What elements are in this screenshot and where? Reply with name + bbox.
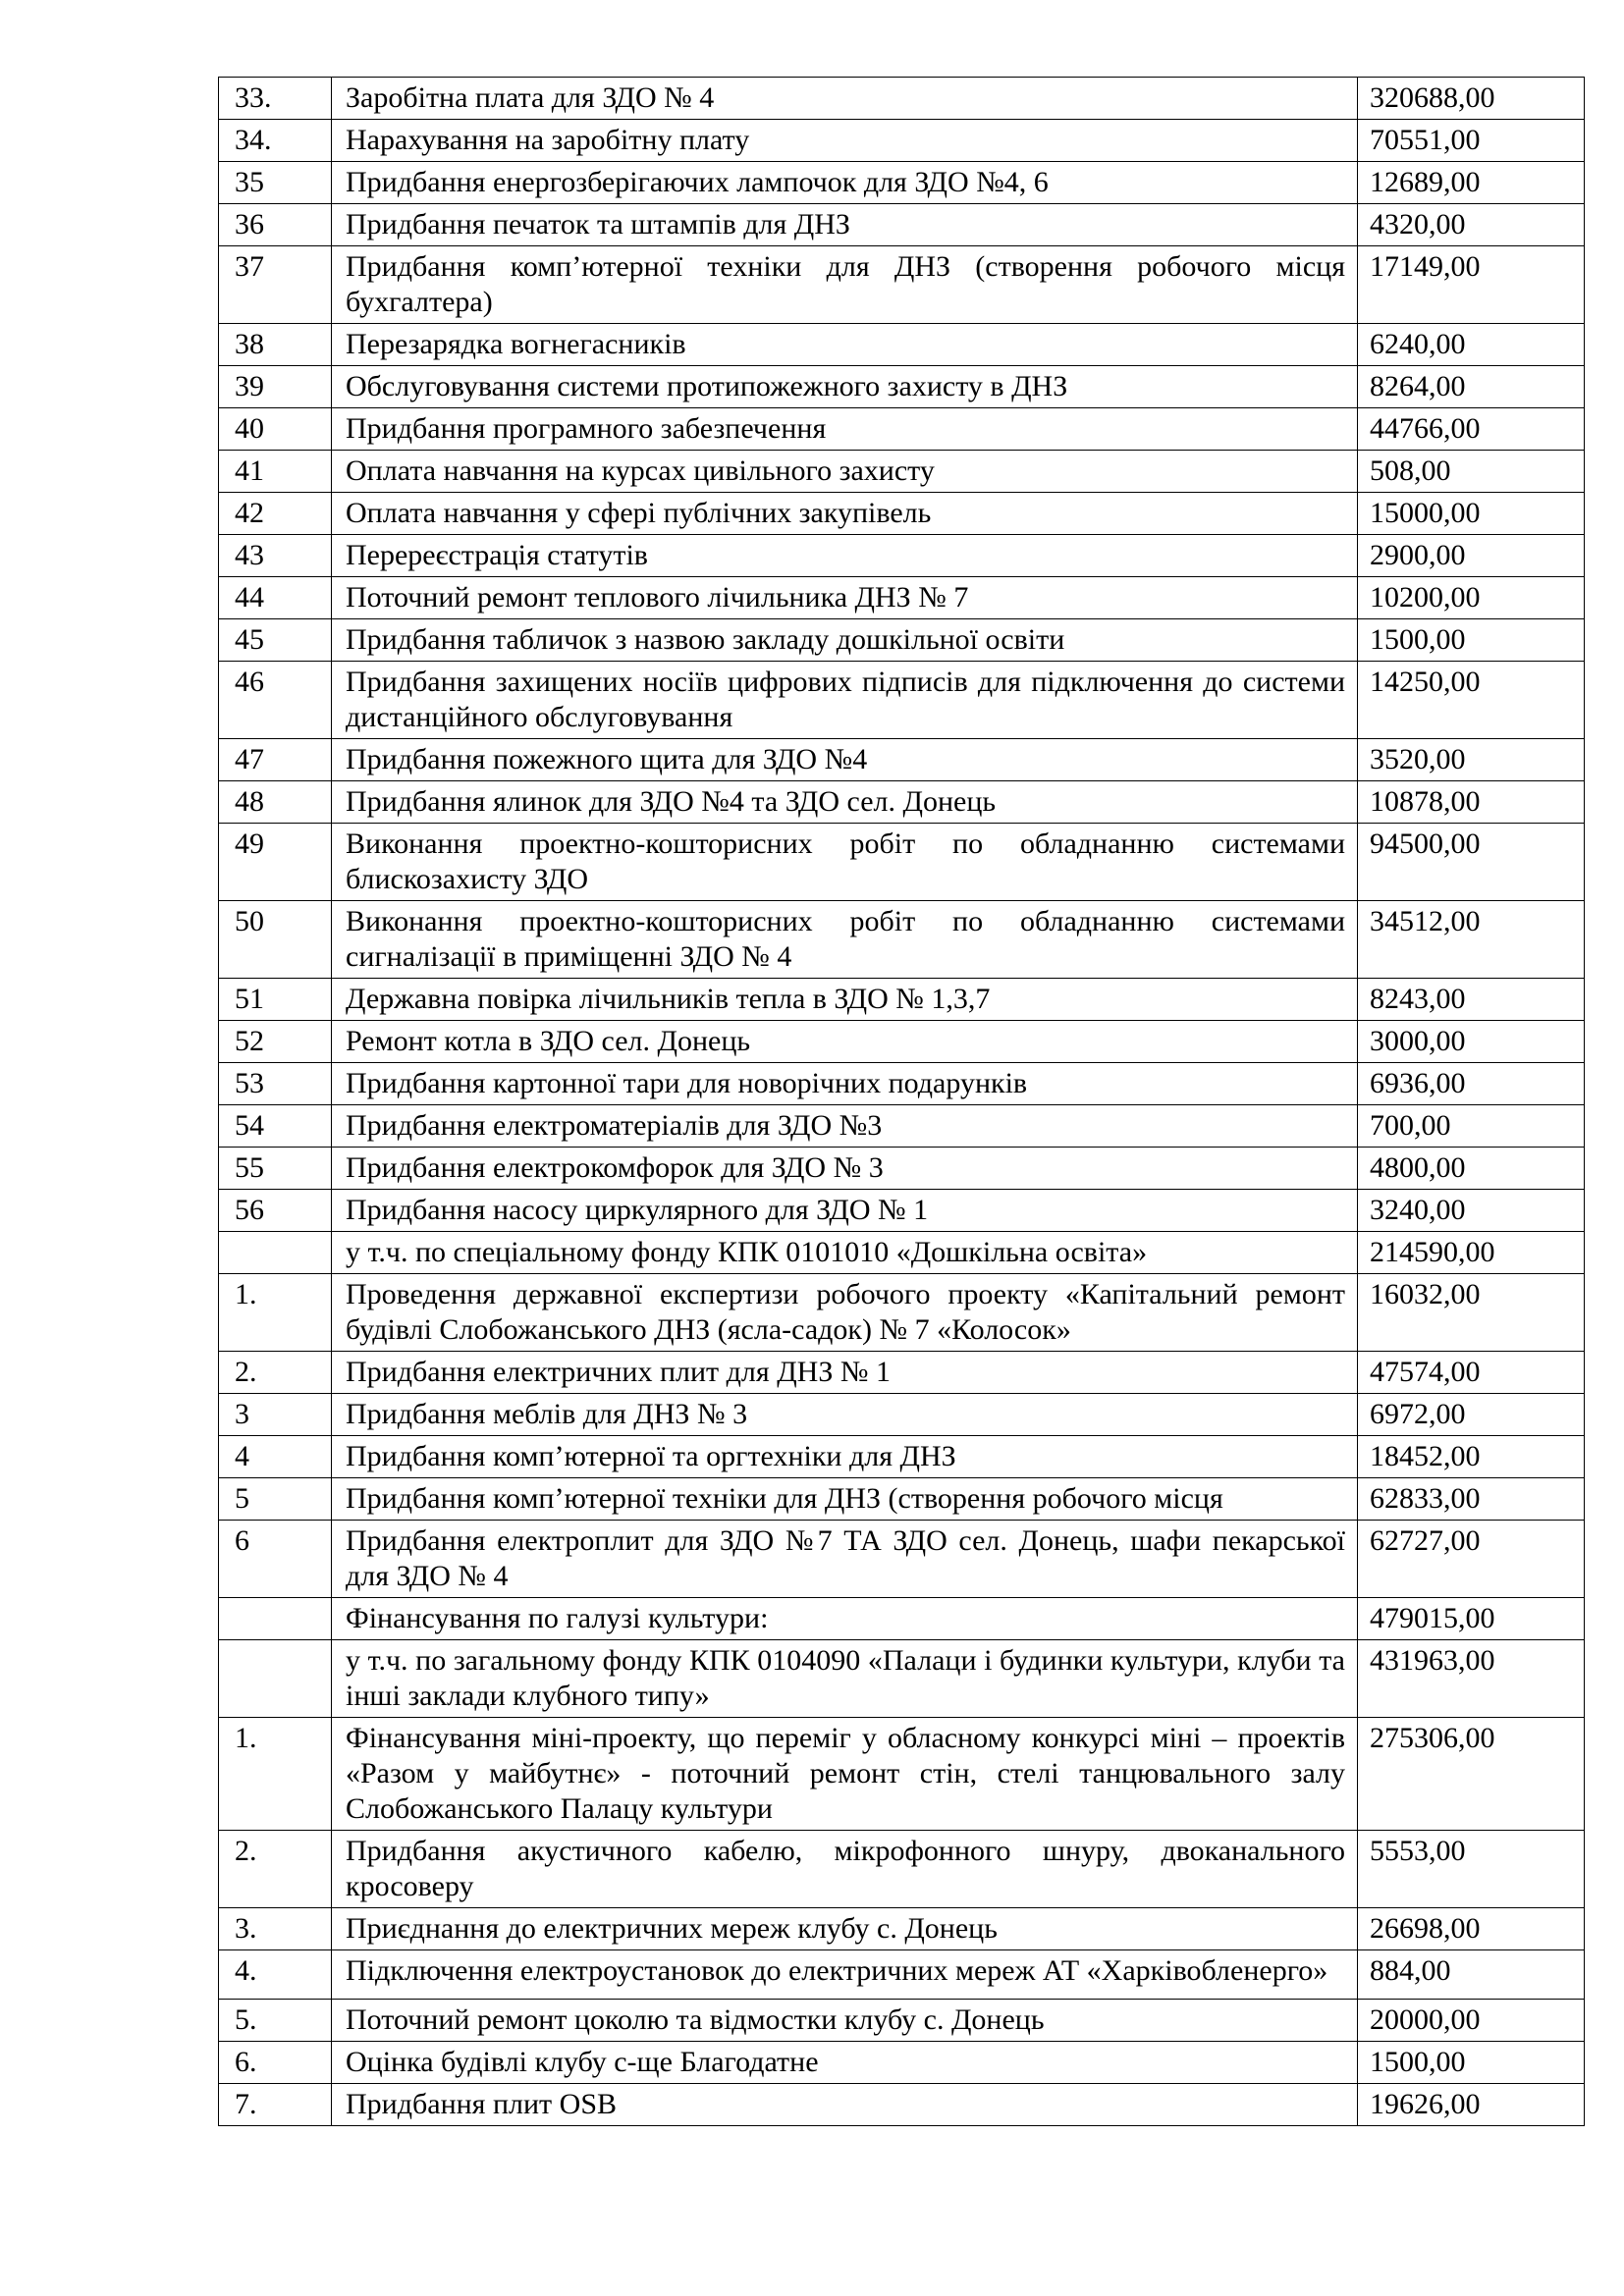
row-number-cell: 6 (219, 1521, 332, 1598)
table-row (219, 451, 1585, 493)
row-amount-cell: 2900,00 (1358, 535, 1585, 577)
row-description-cell: Поточний ремонт цоколю та відмостки клубу с. Донець (332, 2000, 1358, 2042)
row-description-cell: Фінансування міні-проекту, що переміг у обласному конкурсі міні – проектів «Разом у майбутнє» - поточний ремонт стін, стелі танцювального залу Слобожанського Палацу культури (332, 1718, 1358, 1831)
row-amount-cell: 5553,00 (1358, 1831, 1585, 1908)
row-number-cell: 55 (219, 1148, 332, 1190)
row-number-cell: 54 (219, 1105, 332, 1148)
row-description-cell: Оплата навчання на курсах цивільного захисту (332, 451, 1358, 493)
row-number-cell: 5. (219, 2000, 332, 2042)
row-amount-cell: 15000,00 (1358, 493, 1585, 535)
row-description-cell: Придбання комп’ютерної техніки для ДНЗ (створення робочого місця (332, 1478, 1358, 1521)
row-description-cell: Нарахування на заробітну плату (332, 120, 1358, 162)
table-row (219, 1718, 1585, 1831)
row-amount-cell: 17149,00 (1358, 246, 1585, 324)
table-row (219, 577, 1585, 619)
row-number-cell: 3. (219, 1908, 332, 1950)
table-row (219, 1640, 1585, 1718)
row-description-cell: Придбання табличок з назвою закладу дошкільної освіти (332, 619, 1358, 662)
table-row (219, 246, 1585, 324)
row-number-cell: 36 (219, 204, 332, 246)
row-description-cell: Придбання картонної тари для новорічних подарунків (332, 1063, 1358, 1105)
row-number-cell: 44 (219, 577, 332, 619)
row-amount-cell: 700,00 (1358, 1105, 1585, 1148)
table-row (219, 1232, 1585, 1274)
row-amount-cell: 6936,00 (1358, 1063, 1585, 1105)
table-row (219, 1598, 1585, 1640)
row-number-cell (219, 1640, 332, 1718)
row-number-cell: 49 (219, 824, 332, 901)
row-amount-cell: 214590,00 (1358, 1232, 1585, 1274)
table-row (219, 1831, 1585, 1908)
table-row (219, 1274, 1585, 1352)
row-description-cell: Придбання насосу циркулярного для ЗДО № 1 (332, 1190, 1358, 1232)
row-description-cell: Придбання плит OSB (332, 2084, 1358, 2126)
table-row (219, 324, 1585, 366)
row-description-cell: Поточний ремонт теплового лічильника ДНЗ № 7 (332, 577, 1358, 619)
row-amount-cell: 4800,00 (1358, 1148, 1585, 1190)
table-row (219, 979, 1585, 1021)
row-amount-cell: 62727,00 (1358, 1521, 1585, 1598)
row-number-cell: 35 (219, 162, 332, 204)
table-row (219, 1394, 1585, 1436)
row-description-cell: Придбання електроматеріалів для ЗДО №3 (332, 1105, 1358, 1148)
row-amount-cell: 14250,00 (1358, 662, 1585, 739)
row-number-cell (219, 1232, 332, 1274)
table-row (219, 1950, 1585, 2000)
table-row (219, 781, 1585, 824)
table-row (219, 408, 1585, 451)
row-description-cell: Ремонт котла в ЗДО сел. Донець (332, 1021, 1358, 1063)
row-amount-cell: 1500,00 (1358, 2042, 1585, 2084)
row-description-cell: Обслуговування системи протипожежного захисту в ДНЗ (332, 366, 1358, 408)
table-row (219, 2000, 1585, 2042)
row-description-cell: Проведення державної експертизи робочого проекту «Капітальний ремонт будівлі Слобожанського ДНЗ (ясла-садок) № 7 «Колосок» (332, 1274, 1358, 1352)
row-amount-cell: 3520,00 (1358, 739, 1585, 781)
row-number-cell: 48 (219, 781, 332, 824)
row-amount-cell: 8264,00 (1358, 366, 1585, 408)
row-amount-cell: 44766,00 (1358, 408, 1585, 451)
row-number-cell: 2. (219, 1352, 332, 1394)
row-number-cell: 37 (219, 246, 332, 324)
row-number-cell: 3 (219, 1394, 332, 1436)
row-description-cell: Придбання ялинок для ЗДО №4 та ЗДО сел. Донець (332, 781, 1358, 824)
table-row (219, 2084, 1585, 2126)
row-description-cell: Придбання комп’ютерної та оргтехніки для ДНЗ (332, 1436, 1358, 1478)
table-row (219, 1148, 1585, 1190)
row-number-cell: 4 (219, 1436, 332, 1478)
row-number-cell: 38 (219, 324, 332, 366)
row-number-cell: 42 (219, 493, 332, 535)
row-description-cell: Придбання електрокомфорок для ЗДО № 3 (332, 1148, 1358, 1190)
row-number-cell: 40 (219, 408, 332, 451)
table-row (219, 1521, 1585, 1598)
row-amount-cell: 34512,00 (1358, 901, 1585, 979)
budget-table-body (219, 78, 1585, 2126)
row-number-cell: 47 (219, 739, 332, 781)
table-row (219, 1352, 1585, 1394)
row-description-cell: Придбання програмного забезпечення (332, 408, 1358, 451)
row-amount-cell: 94500,00 (1358, 824, 1585, 901)
table-row (219, 1105, 1585, 1148)
row-description-cell: Державна повірка лічильників тепла в ЗДО № 1,3,7 (332, 979, 1358, 1021)
table-row (219, 204, 1585, 246)
row-number-cell: 46 (219, 662, 332, 739)
table-row (219, 493, 1585, 535)
table-row (219, 366, 1585, 408)
row-number-cell: 34. (219, 120, 332, 162)
row-amount-cell: 70551,00 (1358, 120, 1585, 162)
row-amount-cell: 18452,00 (1358, 1436, 1585, 1478)
table-row (219, 1436, 1585, 1478)
table-row (219, 1478, 1585, 1521)
row-number-cell (219, 1598, 332, 1640)
row-amount-cell: 884,00 (1358, 1950, 1585, 2000)
row-number-cell: 7. (219, 2084, 332, 2126)
row-description-cell: Оцінка будівлі клубу с-ще Благодатне (332, 2042, 1358, 2084)
row-description-cell: Придбання меблів для ДНЗ № 3 (332, 1394, 1358, 1436)
row-number-cell: 4. (219, 1950, 332, 2000)
row-number-cell: 43 (219, 535, 332, 577)
table-row (219, 120, 1585, 162)
row-amount-cell: 320688,00 (1358, 78, 1585, 120)
row-description-cell: у т.ч. по загальному фонду КПК 0104090 «Палаци і будинки культури, клуби та інші заклади клубного типу» (332, 1640, 1358, 1718)
row-description-cell: Підключення електроустановок до електричних мереж АТ «Харківобленерго» (332, 1950, 1358, 2000)
row-amount-cell: 275306,00 (1358, 1718, 1585, 1831)
table-row (219, 535, 1585, 577)
row-amount-cell: 10200,00 (1358, 577, 1585, 619)
row-description-cell: Придбання електричних плит для ДНЗ № 1 (332, 1352, 1358, 1394)
row-amount-cell: 479015,00 (1358, 1598, 1585, 1640)
row-number-cell: 53 (219, 1063, 332, 1105)
row-description-cell: Придбання захищених носіїв цифрових підписів для підключення до системи дистанційного обслуговування (332, 662, 1358, 739)
row-description-cell: Придбання електроплит для ЗДО №7 ТА ЗДО сел. Донець, шафи пекарської для ЗДО № 4 (332, 1521, 1358, 1598)
row-description-cell: Приєднання до електричних мереж клубу с. Донець (332, 1908, 1358, 1950)
row-amount-cell: 19626,00 (1358, 2084, 1585, 2126)
row-amount-cell: 20000,00 (1358, 2000, 1585, 2042)
row-description-cell: Придбання печаток та штампів для ДНЗ (332, 204, 1358, 246)
row-amount-cell: 508,00 (1358, 451, 1585, 493)
table-row (219, 739, 1585, 781)
row-description-cell: Придбання акустичного кабелю, мікрофонного шнуру, двоканального кросоверу (332, 1831, 1358, 1908)
table-row (219, 1021, 1585, 1063)
row-amount-cell: 6972,00 (1358, 1394, 1585, 1436)
table-row (219, 662, 1585, 739)
row-amount-cell: 3240,00 (1358, 1190, 1585, 1232)
row-number-cell: 39 (219, 366, 332, 408)
table-row (219, 619, 1585, 662)
row-number-cell: 1. (219, 1718, 332, 1831)
table-row (219, 901, 1585, 979)
row-amount-cell: 1500,00 (1358, 619, 1585, 662)
table-row (219, 824, 1585, 901)
table-row (219, 1063, 1585, 1105)
row-description-cell: Придбання енергозберігаючих лампочок для ЗДО №4, 6 (332, 162, 1358, 204)
row-description-cell: Фінансування по галузі культури: (332, 1598, 1358, 1640)
row-amount-cell: 62833,00 (1358, 1478, 1585, 1521)
row-number-cell: 5 (219, 1478, 332, 1521)
row-amount-cell: 12689,00 (1358, 162, 1585, 204)
row-amount-cell: 6240,00 (1358, 324, 1585, 366)
row-number-cell: 1. (219, 1274, 332, 1352)
row-number-cell: 56 (219, 1190, 332, 1232)
row-description-cell: Оплата навчання у сфері публічних закупівель (332, 493, 1358, 535)
row-description-cell: Придбання комп’ютерної техніки для ДНЗ (створення робочого місця бухгалтера) (332, 246, 1358, 324)
row-number-cell: 52 (219, 1021, 332, 1063)
row-amount-cell: 8243,00 (1358, 979, 1585, 1021)
row-amount-cell: 10878,00 (1358, 781, 1585, 824)
row-amount-cell: 26698,00 (1358, 1908, 1585, 1950)
row-description-cell: Придбання пожежного щита для ЗДО №4 (332, 739, 1358, 781)
table-row (219, 1190, 1585, 1232)
row-number-cell: 45 (219, 619, 332, 662)
row-number-cell: 2. (219, 1831, 332, 1908)
row-description-cell: Перереєстрація статутів (332, 535, 1358, 577)
row-description-cell: Перезарядка вогнегасників (332, 324, 1358, 366)
budget-table (218, 77, 1585, 2126)
row-amount-cell: 431963,00 (1358, 1640, 1585, 1718)
row-number-cell: 50 (219, 901, 332, 979)
row-description-cell: у т.ч. по спеціальному фонду КПК 0101010 «Дошкільна освіта» (332, 1232, 1358, 1274)
row-description-cell: Виконання проектно-кошторисних робіт по обладнанню системами сигналізації в приміщенні ЗДО № 4 (332, 901, 1358, 979)
row-description-cell: Виконання проектно-кошторисних робіт по обладнанню системами блискозахисту ЗДО (332, 824, 1358, 901)
table-row (219, 1908, 1585, 1950)
row-description-cell: Заробітна плата для ЗДО № 4 (332, 78, 1358, 120)
row-number-cell: 51 (219, 979, 332, 1021)
row-amount-cell: 4320,00 (1358, 204, 1585, 246)
row-number-cell: 41 (219, 451, 332, 493)
row-amount-cell: 16032,00 (1358, 1274, 1585, 1352)
row-amount-cell: 3000,00 (1358, 1021, 1585, 1063)
table-row (219, 162, 1585, 204)
row-amount-cell: 47574,00 (1358, 1352, 1585, 1394)
table-row (219, 2042, 1585, 2084)
row-number-cell: 33. (219, 78, 332, 120)
row-number-cell: 6. (219, 2042, 332, 2084)
table-row (219, 78, 1585, 120)
